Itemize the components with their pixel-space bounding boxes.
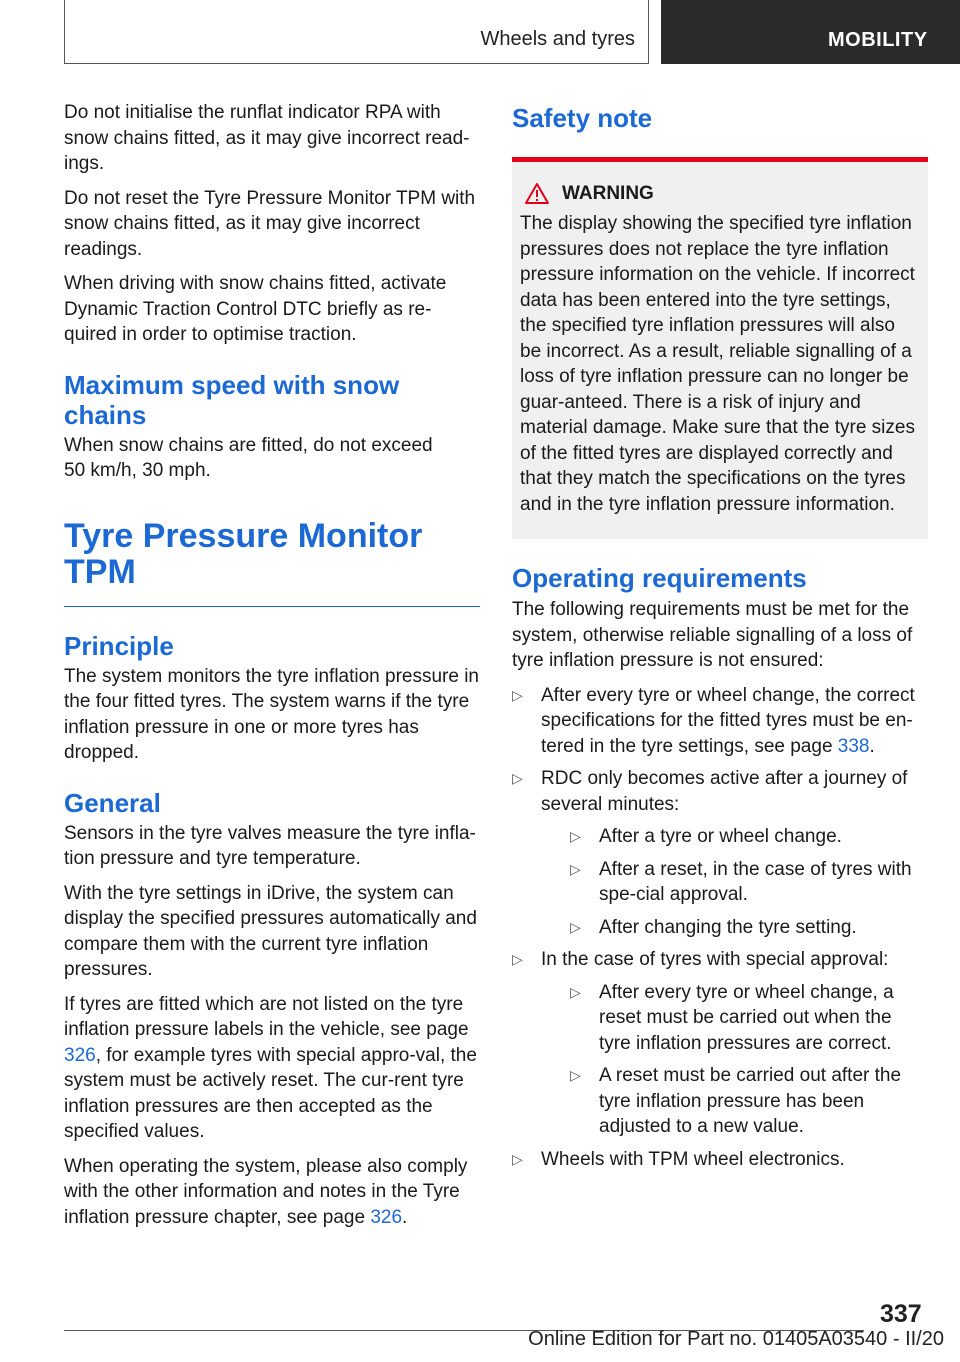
bullet-triangle-icon: ▷: [512, 951, 523, 967]
list-item: ▷ After a reset, in the case of tyres with spe‐cial approval.: [570, 858, 912, 905]
footer-edition: Online Edition for Part no. 01405A03540 - II/20: [528, 1328, 944, 1350]
sub-list: [541, 824, 928, 940]
general-paragraph-3: If tyres are fitted which are not listed on the tyre inflation pressure labels in the vehicle, see page 326, for example tyres with special appro‐val, the system must be actively reset. The cur‐rent tyre inflation pressures are then accepted as the specified values.: [64, 993, 477, 1142]
bullet-triangle-icon: ▷: [570, 860, 581, 877]
bullet-triangle-icon: ▷: [570, 828, 581, 844]
list-item: ▷ A reset must be carried out after the tyre inflation pressure has been adjusted to a new value.: [570, 1065, 902, 1137]
requirements-list: [512, 683, 928, 1173]
general-paragraph-2: With the tyre settings in iDrive, the system can display the specified pressures automatically and compare them with the current tyre inflation pressures.: [64, 882, 477, 980]
max-speed-text: When snow chains are fitted, do not exceed 50 km/h, 30 mph.: [64, 434, 433, 481]
bullet-triangle-icon: ▷: [570, 918, 581, 935]
safety-note-heading: Safety note: [512, 103, 653, 133]
operating-intro: The following requirements must be met for the system, otherwise reliable signalling of a loss of tyre inflation pressure is not ensured:: [512, 599, 913, 671]
sub-list: [541, 980, 928, 1140]
bullet-triangle-icon: ▷: [512, 770, 523, 786]
header-section-title: Wheels and tyres: [480, 28, 635, 50]
list-item: ▷ After changing the tyre setting.: [570, 915, 928, 941]
principle-text: The system monitors the tyre inflation pressure in the four fitted tyres. The system warns if the tyre inflation pressure in one or more tyres has dropped.: [64, 665, 480, 763]
list-item: ▷ After a tyre or wheel change.: [570, 824, 928, 850]
general-heading: General: [64, 787, 161, 818]
list-item: ▷ In the case of tyres with special approval: ▷ After every tyre or wheel change, a reset must be carried out when the tyre inflation pressures are correct. ▷ A reset must be carried out after the tyre inflation pressure has been adjusted to a new value.: [512, 947, 928, 1140]
principle-heading: Principle: [64, 630, 174, 661]
snow-paragraph-1: Do not initialise the runflat indicator RPA with snow chains fitted, as it may give incorrect read‐ings.: [64, 102, 470, 174]
general-paragraph-1: Sensors in the tyre valves measure the tyre infla‐tion pressure and tyre temperature.: [64, 822, 476, 869]
right-column: [512, 100, 928, 1179]
tpm-heading-rule: [64, 606, 480, 607]
left-column: [64, 100, 480, 1239]
warning-text: The display showing the specified tyre inflation pressures does not replace the tyre inflation pressure information on the vehicle. If incorrect data has been entered into the tyre settings, the specified tyre inflation pressures will also be incorrect. As a result, reliable signalling of a loss of tyre inflation pressure can no longer be guar‐anteed. There is a risk of injury and material damage. Make sure that the tyre sizes of the fitted tyres are displayed correctly and that they match the specifications on the tyres and in the tyre inflation pressure information.: [520, 213, 915, 515]
warning-box: [512, 162, 928, 539]
page-link-326-b[interactable]: 326: [370, 1206, 403, 1228]
operating-requirements-heading: Operating requirements: [512, 563, 807, 593]
tpm-heading: Tyre Pressure Monitor TPM: [64, 516, 423, 591]
snow-paragraph-2: Do not reset the Tyre Pressure Monitor TPM with snow chains fitted, as it may give incorrect readings.: [64, 187, 476, 260]
bullet-triangle-icon: ▷: [512, 686, 523, 703]
max-speed-heading: Maximum speed with snow chains: [64, 369, 400, 430]
list-item: ▷ After every tyre or wheel change, a reset must be carried out when the tyre inflation pressures are correct.: [570, 981, 894, 1054]
chapter-tab-label: MOBILITY: [828, 29, 928, 51]
page-link-326[interactable]: 326: [64, 1044, 96, 1066]
warning-triangle-icon: [524, 182, 550, 205]
chapter-tab[interactable]: [661, 0, 960, 64]
warning-title: WARNING: [562, 182, 654, 204]
list-item: ▷ After every tyre or wheel change, the correct specifications for the fitted tyres must be en‐tered in the tyre settings, see page 338.: [512, 684, 915, 757]
page-link-338[interactable]: 338: [837, 735, 870, 757]
snow-paragraph-3: When driving with snow chains fitted, activate Dynamic Traction Control DTC briefly as re‐quired in order to optimise traction.: [64, 273, 447, 345]
page-number: 337: [880, 1300, 922, 1328]
list-item: ▷ RDC only becomes active after a journey of several minutes: ▷ After a tyre or wheel change. ▷ After a reset, in the case of tyres with spe‐cial approval. ▷ After changing the tyre setting.: [512, 766, 928, 940]
bullet-triangle-icon: ▷: [570, 1067, 581, 1083]
general-paragraph-4: When operating the system, please also comply with the other information and notes in the Tyre inflation pressure chapter, see page 326.: [64, 1155, 468, 1228]
list-item: ▷ Wheels with TPM wheel electronics.: [512, 1147, 928, 1173]
bullet-triangle-icon: ▷: [512, 1150, 523, 1167]
bullet-triangle-icon: ▷: [570, 983, 581, 1000]
warning-header: [524, 182, 920, 205]
